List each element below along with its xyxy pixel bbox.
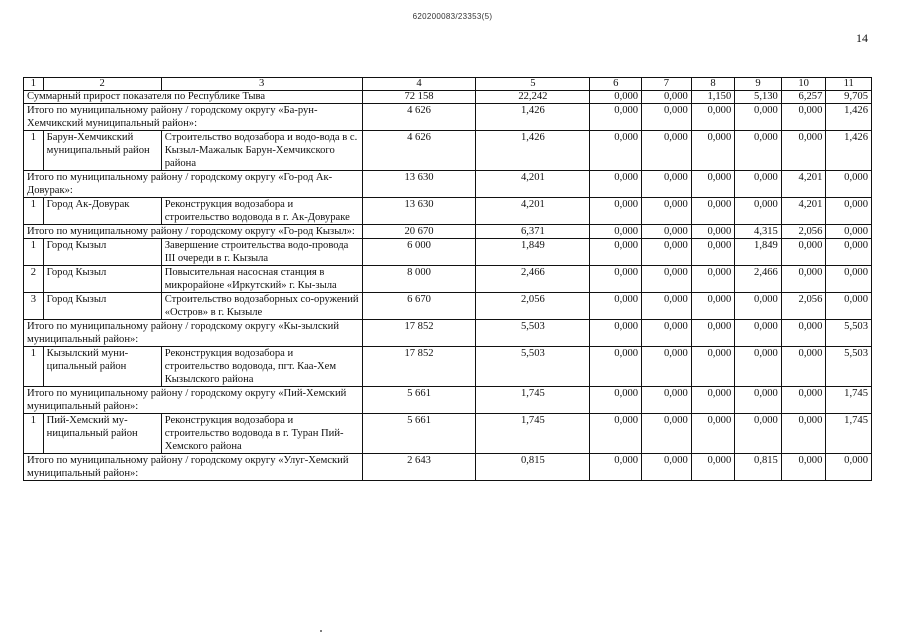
indicator-cell: 0,000 — [590, 266, 642, 293]
indicator-cell: 1,426 — [826, 131, 872, 171]
table-row — [24, 347, 872, 387]
indicator-cell: 0,000 — [691, 104, 734, 131]
summary-value: 1,150 — [691, 91, 734, 104]
indicator-cell: 0,000 — [642, 104, 692, 131]
indicator-cell: 4,315 — [735, 225, 782, 239]
subtotal-label: Итого по муниципальному району / городскому округу «Го-род Кызыл»: — [24, 225, 363, 239]
indicator-cell: 0,000 — [590, 239, 642, 266]
indicator-cell: 0,000 — [735, 131, 782, 171]
indicator-cell: 0,000 — [781, 266, 826, 293]
indicator-cell: 0,000 — [590, 293, 642, 320]
indicator-cell: 0,000 — [826, 198, 872, 225]
indicator-cell: 0,815 — [735, 454, 782, 481]
value-cell: 4,201 — [476, 198, 590, 225]
column-header: 2 — [43, 78, 161, 91]
value-cell: 13 630 — [362, 171, 476, 198]
indicator-cell: 1,849 — [735, 239, 782, 266]
indicator-cell: 0,000 — [642, 414, 692, 454]
data-table — [23, 77, 872, 481]
summary-value: 22,242 — [476, 91, 590, 104]
indicator-cell: 0,000 — [590, 171, 642, 198]
indicator-cell: 0,000 — [735, 198, 782, 225]
column-header: 5 — [476, 78, 590, 91]
summary-value: 6,257 — [781, 91, 826, 104]
indicator-cell: 0,000 — [642, 239, 692, 266]
summary-value: 0,000 — [590, 91, 642, 104]
indicator-cell: 0,000 — [781, 239, 826, 266]
column-header: 11 — [826, 78, 872, 91]
indicator-cell: 4,201 — [781, 198, 826, 225]
indicator-cell: 0,000 — [691, 293, 734, 320]
indicator-cell: 0,000 — [642, 266, 692, 293]
value-cell: 1,849 — [476, 239, 590, 266]
indicator-cell: 1,745 — [826, 387, 872, 414]
value-cell: 1,426 — [476, 131, 590, 171]
project-description: Завершение строительства водо-провода III очереди в г. Кызыла — [161, 239, 362, 266]
indicator-cell: 0,000 — [642, 225, 692, 239]
value-cell: 5,503 — [476, 347, 590, 387]
indicator-cell: 0,000 — [826, 454, 872, 481]
indicator-cell: 0,000 — [735, 414, 782, 454]
value-cell: 1,745 — [476, 414, 590, 454]
value-cell: 1,426 — [476, 104, 590, 131]
indicator-cell: 0,000 — [691, 131, 734, 171]
value-cell: 4 626 — [362, 131, 476, 171]
subtotal-label: Итого по муниципальному району / городскому округу «Улуг-Хемский муниципальный район»: — [24, 454, 363, 481]
municipality-name: Город Ак-Довурак — [43, 198, 161, 225]
value-cell: 20 670 — [362, 225, 476, 239]
indicator-cell: 5,503 — [826, 320, 872, 347]
table-row — [24, 293, 872, 320]
indicator-cell: 0,000 — [735, 347, 782, 387]
indicator-cell: 0,000 — [590, 198, 642, 225]
project-description: Строительство водозабора и водо-вода в с. Кызыл-Мажалык Барун-Хемчикского района — [161, 131, 362, 171]
value-cell: 6,371 — [476, 225, 590, 239]
indicator-cell: 0,000 — [826, 293, 872, 320]
indicator-cell: 0,000 — [735, 320, 782, 347]
indicator-cell: 0,000 — [735, 293, 782, 320]
project-description: Реконструкция водозабора и строительство водовода, пгт. Каа-Хем Кызылского района — [161, 347, 362, 387]
row-number: 1 — [24, 347, 44, 387]
subtotal-row — [24, 454, 872, 481]
indicator-cell: 4,201 — [781, 171, 826, 198]
value-cell: 2,466 — [476, 266, 590, 293]
indicator-cell: 0,000 — [590, 225, 642, 239]
indicator-cell: 0,000 — [642, 131, 692, 171]
municipality-name: Кызылский муни-ципальный район — [43, 347, 161, 387]
indicator-cell: 0,000 — [642, 387, 692, 414]
indicator-cell: 0,000 — [691, 414, 734, 454]
value-cell: 8 000 — [362, 266, 476, 293]
indicator-cell: 0,000 — [642, 347, 692, 387]
indicator-cell: 0,000 — [642, 320, 692, 347]
column-header: 8 — [691, 78, 734, 91]
indicator-cell: 0,000 — [691, 171, 734, 198]
indicator-cell: 0,000 — [590, 454, 642, 481]
indicator-cell: 0,000 — [781, 131, 826, 171]
subtotal-row — [24, 171, 872, 198]
column-header: 10 — [781, 78, 826, 91]
indicator-cell: 0,000 — [642, 454, 692, 481]
summary-value: 0,000 — [642, 91, 692, 104]
indicator-cell: 0,000 — [781, 320, 826, 347]
indicator-cell: 0,000 — [826, 266, 872, 293]
indicator-cell: 0,000 — [691, 320, 734, 347]
indicator-cell: 0,000 — [735, 171, 782, 198]
indicator-cell: 0,000 — [735, 104, 782, 131]
value-cell: 2 643 — [362, 454, 476, 481]
project-description: Строительство водозаборных со-оружений «Остров» в г. Кызыле — [161, 293, 362, 320]
value-cell: 5 661 — [362, 387, 476, 414]
row-number: 2 — [24, 266, 44, 293]
indicator-cell: 0,000 — [590, 104, 642, 131]
indicator-cell: 2,466 — [735, 266, 782, 293]
municipality-name: Барун-Хемчикский муниципальный район — [43, 131, 161, 171]
indicator-cell: 0,000 — [590, 347, 642, 387]
subtotal-row — [24, 387, 872, 414]
scan-speck — [320, 630, 322, 632]
indicator-cell: 0,000 — [590, 131, 642, 171]
indicator-cell: 0,000 — [642, 293, 692, 320]
municipality-name: Город Кызыл — [43, 293, 161, 320]
indicator-cell: 0,000 — [781, 454, 826, 481]
subtotal-row — [24, 104, 872, 131]
table-row — [24, 239, 872, 266]
row-number: 1 — [24, 239, 44, 266]
summary-row — [24, 91, 872, 104]
subtotal-row — [24, 225, 872, 239]
indicator-cell: 0,000 — [691, 198, 734, 225]
value-cell: 0,815 — [476, 454, 590, 481]
summary-value: 72 158 — [362, 91, 476, 104]
indicator-cell: 0,000 — [826, 171, 872, 198]
column-header: 6 — [590, 78, 642, 91]
value-cell: 17 852 — [362, 347, 476, 387]
indicator-cell: 0,000 — [781, 387, 826, 414]
row-number: 1 — [24, 131, 44, 171]
indicator-cell: 0,000 — [691, 239, 734, 266]
indicator-cell: 0,000 — [691, 266, 734, 293]
value-cell: 1,745 — [476, 387, 590, 414]
subtotal-label: Итого по муниципальному району / городскому округу «Пий-Хемский муниципальный район»: — [24, 387, 363, 414]
document-id: 620200083/23353(5) — [412, 12, 493, 21]
table-row — [24, 414, 872, 454]
value-cell: 13 630 — [362, 198, 476, 225]
subtotal-label: Итого по муниципальному району / городскому округу «Ба-рун-Хемчикский муниципальный район»: — [24, 104, 363, 131]
indicator-cell: 0,000 — [691, 347, 734, 387]
value-cell: 4,201 — [476, 171, 590, 198]
indicator-cell: 0,000 — [691, 454, 734, 481]
indicator-cell: 0,000 — [826, 225, 872, 239]
indicator-cell: 0,000 — [781, 414, 826, 454]
indicator-cell: 0,000 — [590, 320, 642, 347]
indicator-cell: 0,000 — [642, 198, 692, 225]
indicator-cell: 2,056 — [781, 225, 826, 239]
indicator-cell: 0,000 — [590, 414, 642, 454]
project-description: Повысительная насосная станция в микрорайоне «Иркутский» г. Кы-зыла — [161, 266, 362, 293]
value-cell: 6 670 — [362, 293, 476, 320]
row-number: 1 — [24, 414, 44, 454]
summary-value: 5,130 — [735, 91, 782, 104]
indicator-cell: 1,426 — [826, 104, 872, 131]
table-row — [24, 198, 872, 225]
page-number: 14 — [856, 31, 868, 45]
column-header: 1 — [24, 78, 44, 91]
value-cell: 5 661 — [362, 414, 476, 454]
indicator-cell: 2,056 — [781, 293, 826, 320]
project-description: Реконструкция водозабора и строительство водовода в г. Туран Пий-Хемского района — [161, 414, 362, 454]
municipality-name: Город Кызыл — [43, 239, 161, 266]
value-cell: 5,503 — [476, 320, 590, 347]
value-cell: 4 626 — [362, 104, 476, 131]
value-cell: 6 000 — [362, 239, 476, 266]
row-number: 3 — [24, 293, 44, 320]
table-row — [24, 131, 872, 171]
summary-label: Суммарный прирост показателя по Республике Тыва — [24, 91, 363, 104]
indicator-cell: 0,000 — [590, 387, 642, 414]
indicator-cell: 0,000 — [735, 387, 782, 414]
project-description: Реконструкция водозабора и строительство водовода в г. Ак-Довураке — [161, 198, 362, 225]
indicator-cell: 5,503 — [826, 347, 872, 387]
column-header: 7 — [642, 78, 692, 91]
indicator-cell: 0,000 — [826, 239, 872, 266]
indicator-cell: 0,000 — [781, 347, 826, 387]
column-header: 9 — [735, 78, 782, 91]
column-header: 3 — [161, 78, 362, 91]
value-cell: 2,056 — [476, 293, 590, 320]
header-row — [24, 78, 872, 91]
municipality-name: Пий-Хемский му-ниципальный район — [43, 414, 161, 454]
column-header: 4 — [362, 78, 476, 91]
row-number: 1 — [24, 198, 44, 225]
indicator-cell: 1,745 — [826, 414, 872, 454]
subtotal-row — [24, 320, 872, 347]
indicator-cell: 0,000 — [691, 387, 734, 414]
value-cell: 17 852 — [362, 320, 476, 347]
table-row — [24, 266, 872, 293]
subtotal-label: Итого по муниципальному району / городскому округу «Кы-зылский муниципальный район»: — [24, 320, 363, 347]
subtotal-label: Итого по муниципальному району / городскому округу «Го-род Ак-Довурак»: — [24, 171, 363, 198]
municipality-name: Город Кызыл — [43, 266, 161, 293]
indicator-cell: 0,000 — [781, 104, 826, 131]
indicator-cell: 0,000 — [691, 225, 734, 239]
summary-value: 9,705 — [826, 91, 872, 104]
indicator-cell: 0,000 — [642, 171, 692, 198]
